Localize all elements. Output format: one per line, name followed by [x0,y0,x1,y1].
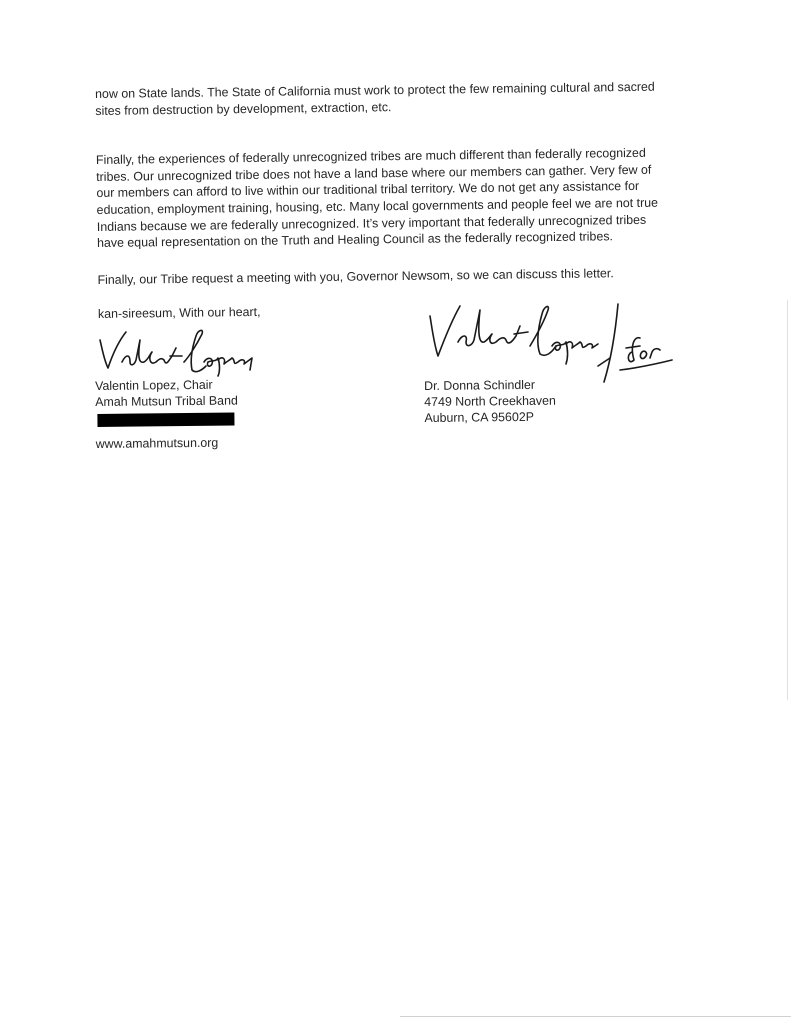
address-line-1: 4749 North Creekhaven [424,393,556,410]
signature-block-right [424,377,556,427]
text-line: now on State lands. The State of California must work to protect the few remaining cultural and sacred [95,79,655,101]
paragraph-unrecognized-tribes [96,144,707,252]
address-line-2: Auburn, CA 95602P [424,410,535,426]
paragraph-meeting-request [97,264,707,289]
signature-right [420,296,680,386]
text-line: tribes. Our unrecognized tribe does not have a land base where our members can gather. Very few of [96,162,652,184]
signatory-name: Dr. Donna Schindler [424,377,536,393]
website-text: www.amahmutsun.org [95,436,219,452]
closing-salutation: kan-sireesum, With our heart, [97,305,261,322]
scan-edge-mark [787,300,788,700]
redaction-bar [97,413,234,427]
text-line: have equal representation on the Truth and Healing Council as the federally recognized tribes. [96,229,614,251]
text-line: Finally, our Tribe request a meeting with you, Governor Newsom, so we can discuss this letter. [97,265,614,287]
text-line: Finally, the experiences of federally unrecognized tribes are much different than federally recognized [95,145,646,168]
text-line: our members can afford to live within our traditional tribal territory. We do not get any assistance for [96,179,640,201]
signatory-name-title: Valentin Lopez, Chair [95,377,213,393]
signature-block-left [95,377,238,452]
text-line: sites from destruction by development, extraction, etc. [95,99,392,118]
letter-body [95,78,708,323]
text-line: Indians because we are federally unrecognized. It’s very important that federally unrecognized tribes [96,212,647,234]
scan-edge-line [400,1016,791,1017]
signatory-organization: Amah Mutsun Tribal Band [95,393,238,410]
signature-left [92,318,262,378]
text-line: education, employment training, housing, etc. Many local governments and people feel we are not true [96,195,659,217]
paragraph-state-lands [95,78,705,119]
